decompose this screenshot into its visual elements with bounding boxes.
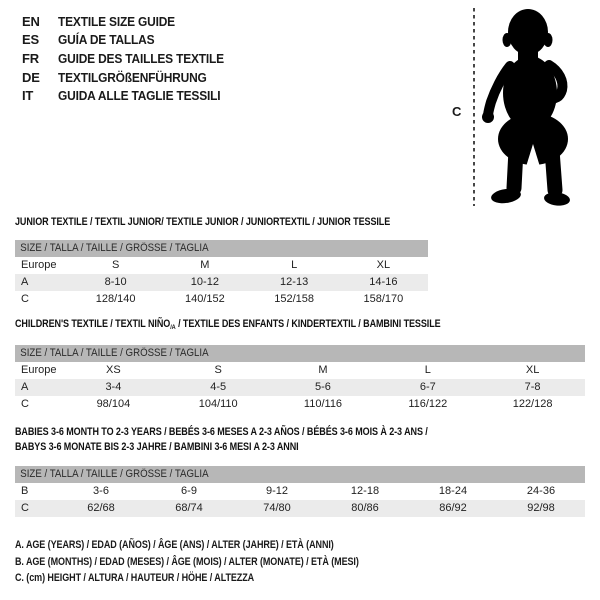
size-cell: 86/92 (409, 500, 497, 517)
language-title: TEXTILE SIZE GUIDE (58, 13, 175, 29)
table-row (15, 379, 585, 396)
title-subscript: /A (170, 323, 176, 331)
size-cell: 6-9 (181, 485, 197, 497)
language-title-list (22, 12, 238, 105)
size-cell: 7-8 (480, 379, 585, 396)
size-cell: 62/68 (57, 500, 145, 517)
size-cell: 80/86 (321, 500, 409, 517)
size-cell: 152/158 (274, 293, 314, 305)
language-row (22, 49, 238, 68)
size-cell: 140/152 (184, 293, 225, 305)
size-cell: 68/74 (145, 500, 233, 517)
size-cell: S (214, 364, 222, 376)
size-cell: L (291, 259, 298, 271)
size-cell: 116/122 (408, 398, 448, 410)
size-cell: 5-6 (271, 379, 376, 396)
table-row (15, 291, 428, 308)
language-code: FR (22, 50, 39, 66)
baby-silhouette (470, 0, 600, 215)
language-code: IT (22, 88, 34, 104)
size-cell: M (200, 259, 210, 271)
row-label: Europe (21, 259, 57, 271)
size-cell: 24-36 (526, 485, 556, 497)
size-cell: XL (525, 364, 540, 376)
size-cell: 8-10 (71, 274, 160, 291)
language-row (22, 12, 238, 31)
language-title: TEXTILGRÖßENFÜHRUNG (58, 69, 207, 85)
language-title: GUIDE DES TAILLES TEXTILE (58, 50, 224, 66)
size-cell: 98/104 (96, 398, 131, 410)
size-header-text: SIZE / TALLA / TAILLE / GRÖSSE / TAGLIA (20, 347, 209, 359)
row-label: C (21, 398, 29, 410)
note-age-months: B. AGE (MONTHS) / EDAD (MESES) / ÂGE (MOIS) / ALTER (MONATE) / ETÀ (MESI) (15, 555, 359, 568)
size-cell: XL (376, 259, 391, 271)
language-row (22, 86, 238, 105)
baby-figure-shapes (482, 9, 571, 207)
size-cell: 12-18 (350, 485, 380, 497)
row-label: A (15, 379, 61, 396)
note-height-cm: C. (cm) HEIGHT / ALTURA / HAUTEUR / HÖHE / ALTEZZA (15, 572, 255, 584)
children-size-table (15, 345, 585, 413)
language-title: GUÍA DE TALLAS (58, 32, 155, 48)
size-cell: 10-12 (160, 274, 249, 291)
size-cell: 6-7 (375, 379, 480, 396)
table-row (15, 396, 585, 413)
children-section-title: CHILDREN'S TEXTILE / TEXTIL $NIÑO_{/A}$ / TEXTILE DES ENFANTS / KINDERTEXTIL / BAMBINI TESSILE (15, 318, 441, 331)
table-row (15, 500, 585, 517)
size-cell: 158/170 (363, 293, 404, 305)
babies-size-table (15, 466, 585, 517)
language-row (22, 31, 238, 50)
size-cell: 14-16 (339, 274, 428, 291)
table-header-bar (15, 466, 585, 483)
size-cell: XS (106, 364, 121, 376)
size-cell: M (318, 364, 328, 376)
legend-notes (15, 537, 434, 587)
babies-section-title-line1: BABIES 3-6 MONTH TO 2-3 YEARS / BEBÉS 3-6 MESES A 2-3 AÑOS / BÉBÉS 3-6 MOIS À 2-3 ANS / (15, 426, 428, 438)
size-cell: 104/110 (198, 398, 238, 410)
language-code: DE (22, 69, 40, 85)
language-code: EN (22, 13, 40, 29)
size-cell: S (111, 259, 120, 271)
language-title: GUIDA ALLE TAGLIE TESSILI (58, 88, 221, 104)
note-age-years: A. AGE (YEARS) / EDAD (AÑOS) / ÂGE (ANS) / ALTER (JAHRE) / ETÀ (ANNI) (15, 539, 334, 551)
size-cell: 12-13 (250, 274, 339, 291)
junior-size-table (15, 240, 428, 308)
size-cell: 92/98 (497, 500, 585, 517)
row-label: C (15, 500, 57, 517)
babies-section-title-line2: BABYS 3-6 MONATE BIS 2-3 JAHRE / BAMBINI 3-6 MESI A 2-3 ANNI (15, 441, 299, 453)
table-row (15, 274, 428, 291)
size-cell: 122/128 (512, 398, 553, 410)
table-row (15, 483, 585, 500)
size-cell: 3-4 (61, 379, 166, 396)
language-code: ES (22, 32, 39, 48)
size-header-text: SIZE / TALLA / TAILLE / GRÖSSE / TAGLIA (20, 242, 209, 254)
height-dimension-label: C (452, 104, 462, 119)
size-cell: 18-24 (438, 485, 468, 497)
size-cell: 3-6 (93, 485, 109, 497)
size-header-text: SIZE / TALLA / TAILLE / GRÖSSE / TAGLIA (20, 468, 209, 480)
size-cell: L (424, 364, 431, 376)
table-row (15, 362, 585, 379)
table-header-bar (15, 345, 585, 362)
size-cell: 110/116 (303, 398, 343, 410)
row-label: C (21, 293, 29, 305)
language-row (22, 68, 238, 87)
row-label: B (21, 485, 29, 497)
size-cell: 74/80 (233, 500, 321, 517)
table-header-bar (15, 240, 428, 257)
table-row (15, 257, 428, 274)
row-label: A (15, 274, 71, 291)
junior-section-title: JUNIOR TEXTILE / TEXTIL JUNIOR/ TEXTILE JUNIOR / JUNIORTEXTIL / JUNIOR TESSILE (15, 216, 391, 228)
size-cell: 9-12 (265, 485, 289, 497)
size-cell: 128/140 (95, 293, 136, 305)
row-label: Europe (21, 364, 57, 376)
size-cell: 4-5 (166, 379, 271, 396)
